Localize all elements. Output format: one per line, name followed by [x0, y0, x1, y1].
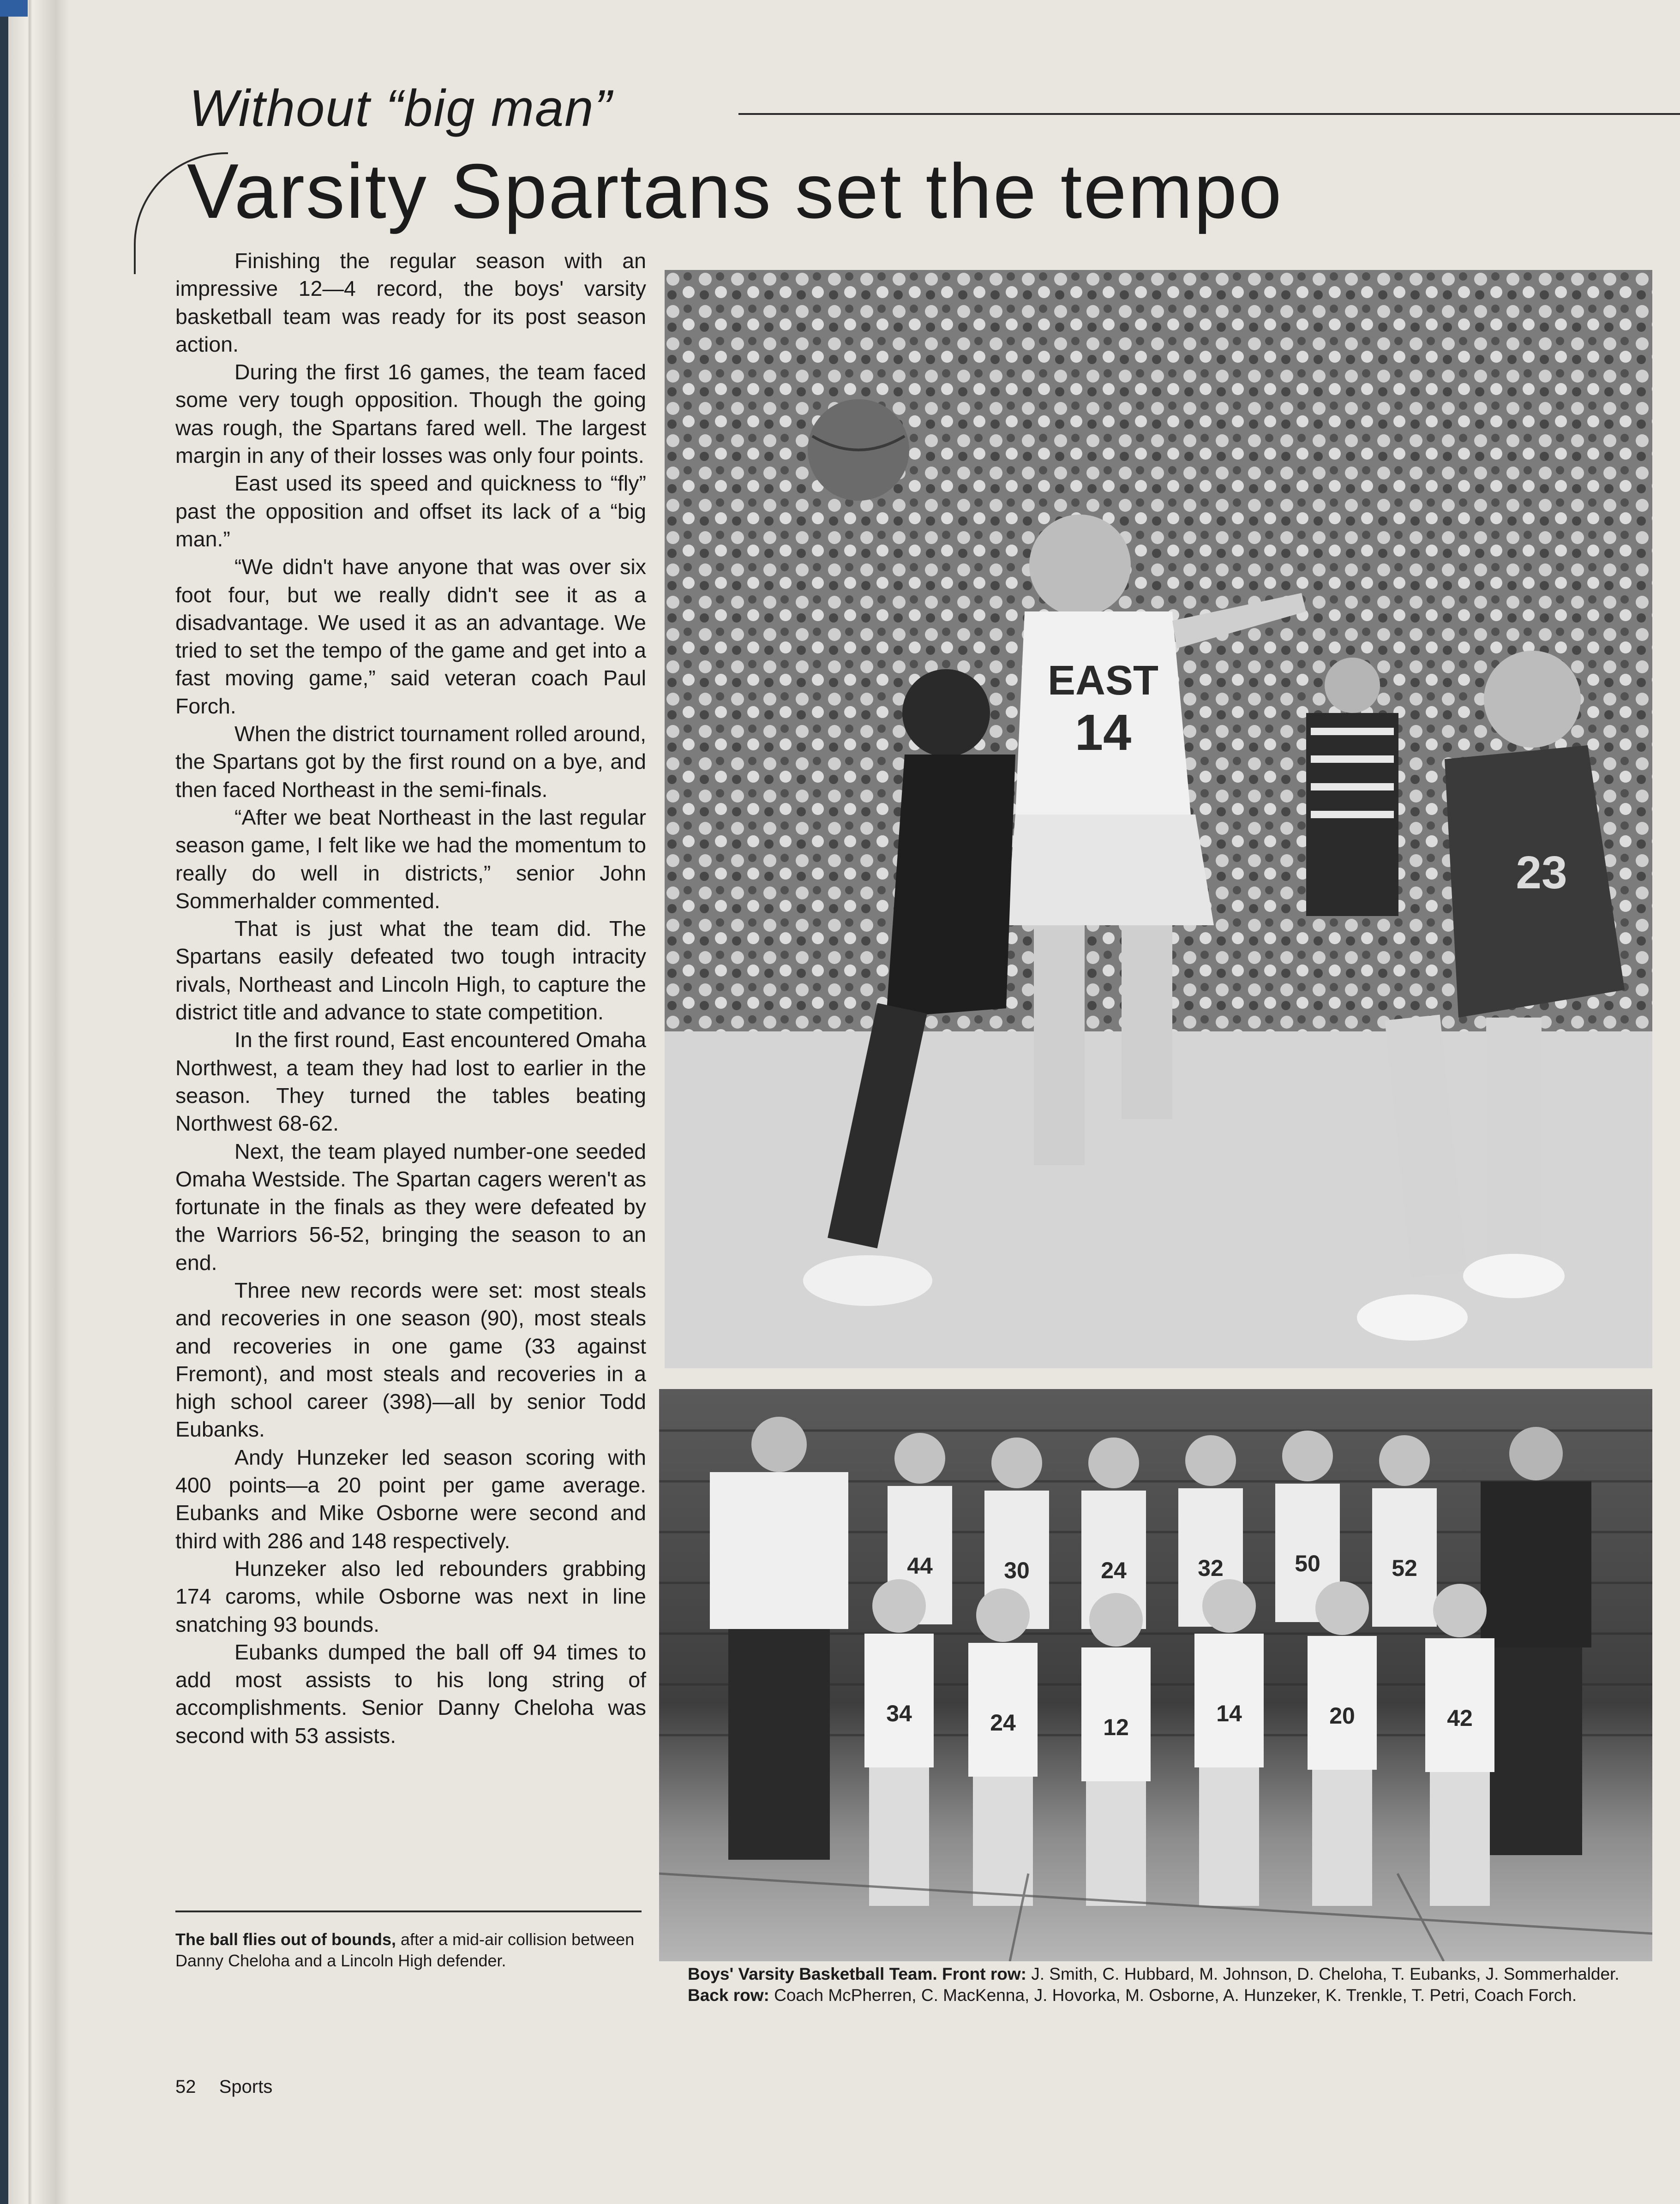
- binding-edge: [0, 0, 69, 2204]
- article-body: [175, 247, 646, 1749]
- jersey-number: 12: [1103, 1714, 1129, 1740]
- page-footer: [175, 2077, 272, 2097]
- headline: Varsity Spartans set the tempo: [187, 148, 1283, 234]
- kicker-heading: Without “big man”: [189, 79, 612, 137]
- jersey-number: 34: [886, 1701, 912, 1726]
- paragraph: Hunzeker also led rebounders grabbing 174 caroms, while Osborne was next in line snatching 93 bounds.: [175, 1556, 646, 1636]
- section-name: Sports: [219, 2077, 273, 2097]
- caption-front-row: J. Smith, C. Hubbard, M. Johnson, D. Cheloha, T. Eubanks, J. Sommerhalder.: [1026, 1964, 1620, 1983]
- jersey-number: 44: [907, 1553, 933, 1579]
- page-number: 52: [175, 2077, 196, 2097]
- paragraph: “After we beat Northeast in the last regular season game, I felt like we had the momentum to really do well in districts,” senior John Sommerhalder commented.: [175, 805, 646, 913]
- paragraph: Finishing the regular season with an impressive 12—4 record, the boys' varsity basketball team was ready for its post season action.: [175, 249, 646, 356]
- caption-lead: The ball flies out of bounds,: [175, 1930, 396, 1949]
- front-row: [864, 1579, 1494, 1906]
- jersey-number: 14: [1216, 1701, 1242, 1726]
- jersey-number: 32: [1198, 1555, 1224, 1581]
- binding-tab: [0, 0, 28, 17]
- caption-back-row: Coach McPherren, C. MacKenna, J. Hovorka, M. Osborne, A. Hunzeker, K. Trenkle, T. Petri, Coach Forch.: [769, 1986, 1577, 2005]
- jersey-number: 42: [1447, 1705, 1473, 1731]
- caption-text: after a mid-air collision between Danny Cheloha and a Lincoln High defender.: [175, 1930, 635, 1970]
- caption-rule: [175, 1911, 642, 1912]
- paragraph: East used its speed and quickness to “fly” past the opposition and offset its lack of a “big man.”: [175, 471, 646, 551]
- paragraph: That is just what the team did. The Spartans easily defeated two tough intracity rivals, Northeast and Lincoln High, to capture the district title and advance to state competition.: [175, 916, 646, 1024]
- caption-back-lead: Back row:: [688, 1986, 769, 2005]
- caption-lead: Boys' Varsity Basketball Team. Front row:: [688, 1964, 1026, 1983]
- paragraph: In the first round, East encountered Omaha Northwest, a team they had lost to earlier in the season. They turned the tables beating Northwest 68-62.: [175, 1028, 646, 1136]
- paragraph: Three new records were set: most steals and recoveries in one season (90), most steals and recoveries in one game (33 against Fremont), and most steals and recoveries in a high school career (398)—all by senior Todd Eubanks.: [175, 1278, 646, 1442]
- action-photo: [665, 270, 1652, 1368]
- team-photo-caption: [688, 1964, 1652, 2006]
- jersey-number: 23: [1516, 847, 1567, 898]
- jersey-number: 24: [990, 1710, 1016, 1736]
- team-photo: [659, 1389, 1652, 1961]
- jersey-number: 24: [1101, 1557, 1127, 1583]
- paragraph: Next, the team played number-one seeded Omaha Westside. The Spartan cagers weren't as fortunate in the finals as they were defeated by the Warriors 56-52, bringing the season to an end.: [175, 1139, 646, 1275]
- jersey-number: 14: [1074, 704, 1132, 761]
- jersey-number: 30: [1004, 1557, 1030, 1583]
- paragraph: Andy Hunzeker led season scoring with 400 points—a 20 point per game average. Eubanks and Mike Osborne were second and third with 286 and 148 respectively.: [175, 1445, 646, 1553]
- jersey-number: 50: [1295, 1551, 1320, 1576]
- paragraph: “We didn't have anyone that was over six foot four, but we really didn't see it as a disadvantage. We used it as an advantage. We tried to set the tempo of the game and get into a fast moving game,” said veteran coach Paul Forch.: [175, 555, 646, 718]
- jersey-number: 20: [1329, 1703, 1355, 1729]
- paragraph: Eubanks dumped the ball off 94 times to add most assists to his long string of accomplishments. Senior Danny Cheloha was second with 53 assists.: [175, 1640, 646, 1748]
- action-photo-caption: [175, 1929, 642, 1971]
- jersey-label: EAST: [1047, 658, 1159, 704]
- kicker-rule: [738, 113, 1680, 115]
- paragraph: During the first 16 games, the team faced some very tough opposition. Though the going was rough, the Spartans fared well. The largest margin in any of their losses was only four points.: [175, 360, 646, 468]
- paragraph: When the district tournament rolled around, the Spartans got by the first round on a bye, and then faced Northeast in the semi-finals.: [175, 722, 646, 802]
- jersey-number: 52: [1392, 1555, 1417, 1581]
